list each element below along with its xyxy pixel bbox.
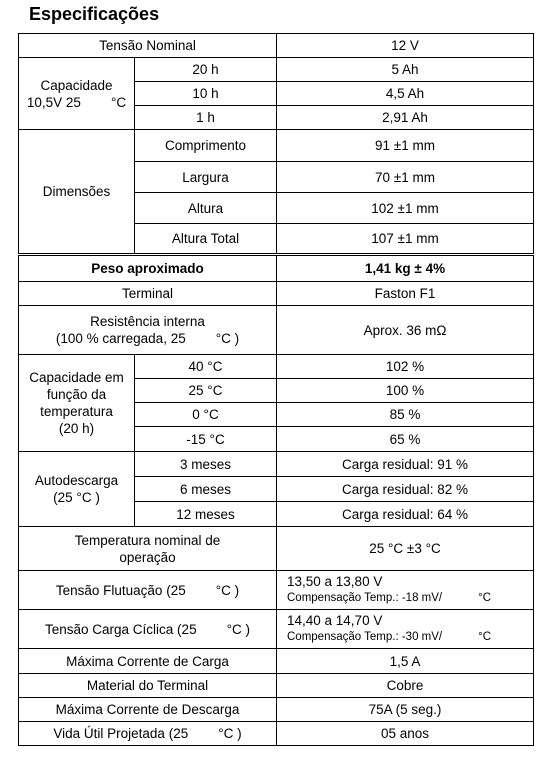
service-life-label-b: °C ) [218,726,242,741]
resistance-label-line2b: °C ) [215,331,240,346]
cyclic-voltage-label-b: °C ) [226,621,250,637]
resistance-label-line1: Resistência interna [90,314,205,329]
resistance-label [19,306,277,355]
row-value: 1,5 A [277,649,534,674]
capacity-temperature-label-line4: (20 h) [58,421,95,436]
row-value: 107 ±1 mm [277,224,534,255]
row-sublabel: 6 meses [135,477,277,502]
row-value: 1,41 kg ± 4% [277,255,534,282]
capacity-temperature-label-line3: temperatura [40,404,113,419]
cyclic-voltage-value-line2a: Compensação Temp.: -30 mV/ [287,631,443,643]
table-row [19,452,534,477]
capacity-label-line1: Capacidade [40,77,113,93]
row-sublabel: 10 h [135,82,277,106]
row-value: 75A (5 seg.) [277,698,534,722]
float-voltage-value-line2 [287,590,529,607]
row-value: Cobre [277,674,534,698]
row-value: 91 ±1 mm [277,130,534,162]
row-sublabel: -15 °C [135,427,277,452]
row-value: 85 % [277,403,534,427]
table-row [19,610,534,649]
nominal-temperature-label-line2: operação [119,549,176,565]
capacity-temperature-label [19,355,135,452]
table-row [19,527,534,571]
row-sublabel: 0 °C [135,403,277,427]
table-row [19,34,534,58]
cyclic-voltage-label-a: Tensão Carga Cíclica (25 [45,621,197,637]
resistance-label-line2a: (100 % carregada, 25 [55,331,186,346]
row-sublabel: 1 h [135,106,277,130]
row-sublabel: 3 meses [135,452,277,477]
float-voltage-label [19,571,277,610]
row-value: 100 % [277,379,534,403]
row-value: Faston F1 [277,282,534,306]
row-label: Peso aproximado [19,255,277,282]
capacity-label-line2 [23,94,130,111]
cyclic-voltage-label [19,610,277,649]
row-sublabel: 20 h [135,58,277,82]
row-sublabel: Altura [135,193,277,224]
row-label: Material do Terminal [19,674,277,698]
table-row [19,698,534,722]
cyclic-voltage-value-line2 [287,629,529,646]
table-row [19,649,534,674]
row-value: 102 % [277,355,534,379]
row-sublabel: 40 °C [135,355,277,379]
table-row [19,306,534,355]
row-value: 5 Ah [277,58,534,82]
service-life-label-a: Vida Útil Projetada (25 [53,726,189,741]
service-life-label [19,722,277,746]
float-voltage-label-b: °C ) [215,582,240,598]
self-discharge-label-line2: (25 °C ) [53,490,100,505]
row-value: 102 ±1 mm [277,193,534,224]
cyclic-voltage-value [277,610,534,649]
resistance-label-line2 [23,330,272,347]
row-sublabel: Comprimento [135,130,277,162]
table-row [19,58,534,82]
float-voltage-label-a: Tensão Flutuação (25 [55,582,186,598]
cyclic-voltage-value-line1: 14,40 a 14,70 V [287,613,383,628]
capacity-temperature-label-line1: Capacidade em [29,370,124,385]
row-value: 05 anos [277,722,534,746]
capacity-label-line2a: 10,5V 25 [26,94,81,110]
dimensions-label: Dimensões [19,130,135,255]
row-label: Máxima Corrente de Carga [19,649,277,674]
row-value: 25 °C ±3 °C [277,527,534,571]
capacity-label-line2b: °C [110,94,127,110]
row-value: Carga residual: 82 % [277,477,534,502]
float-voltage-value [277,571,534,610]
row-value: 12 V [277,34,534,58]
row-value: Aprox. 36 mΩ [277,306,534,355]
row-label: Terminal [19,282,277,306]
self-discharge-label [19,452,135,527]
table-row [19,571,534,610]
row-sublabel: 12 meses [135,502,277,527]
row-sublabel: Altura Total [135,224,277,255]
row-sublabel: 25 °C [135,379,277,403]
row-value: 4,5 Ah [277,82,534,106]
table-row [19,130,534,162]
float-voltage-value-line1: 13,50 a 13,80 V [287,574,383,589]
cyclic-voltage-value-line2b: °C [478,631,492,643]
row-value: Carga residual: 91 % [277,452,534,477]
table-row [19,674,534,698]
row-label: Máxima Corrente de Descarga [19,698,277,722]
capacity-label [19,58,135,130]
table-row [19,282,534,306]
table-row [19,722,534,746]
nominal-temperature-label-line1: Temperatura nominal de [74,532,221,548]
row-value: Carga residual: 64 % [277,502,534,527]
specifications-table [18,33,534,746]
row-value: 70 ±1 mm [277,162,534,193]
nominal-temperature-label [19,527,277,571]
row-sublabel: Largura [135,162,277,193]
table-row [19,255,534,282]
row-label: Tensão Nominal [19,34,277,58]
self-discharge-label-line1: Autodescarga [34,473,119,488]
page-title: Especificações [29,4,160,24]
row-value: 2,91 Ah [277,106,534,130]
float-voltage-value-line2b: °C [478,592,492,604]
table-row [19,355,534,379]
capacity-temperature-label-line2: função da [46,387,107,402]
row-value: 65 % [277,427,534,452]
float-voltage-value-line2a: Compensação Temp.: -18 mV/ [287,592,443,604]
